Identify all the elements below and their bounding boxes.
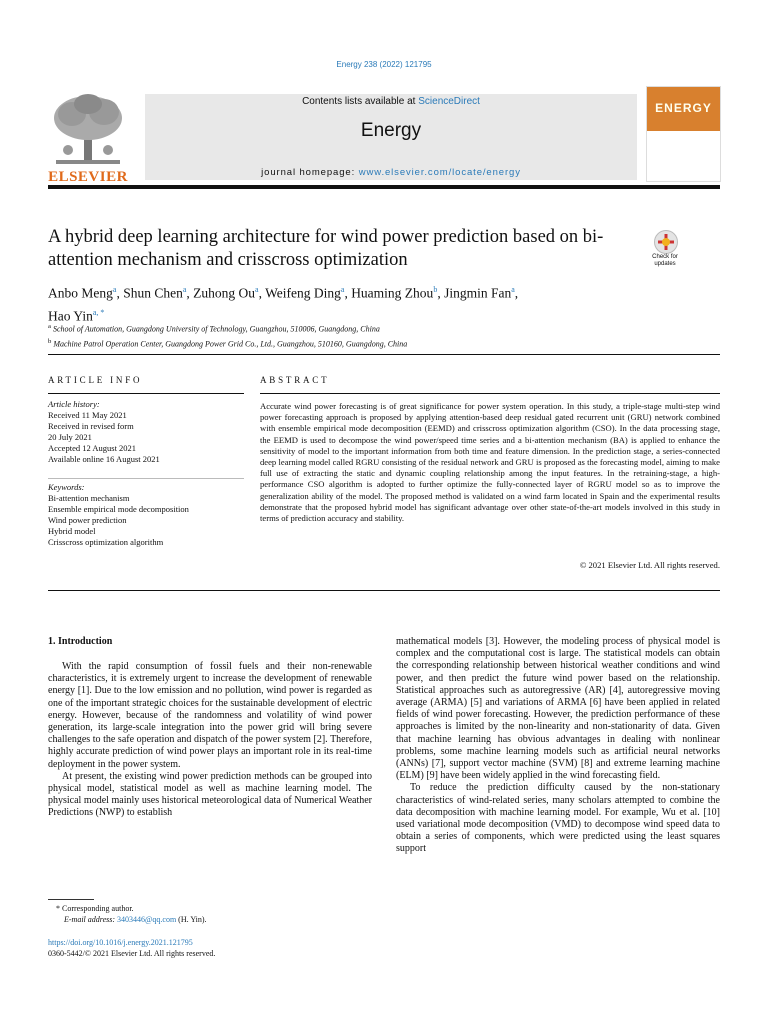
author-affiliation-mark[interactable]: a bbox=[182, 285, 187, 294]
author-affiliation-mark[interactable]: a bbox=[340, 285, 345, 294]
keyword-item: Hybrid model bbox=[48, 526, 96, 536]
author-affiliation-mark[interactable]: a bbox=[112, 285, 117, 294]
section-divider bbox=[48, 590, 720, 591]
email-line bbox=[48, 915, 378, 926]
keyword-item: Crisscross optimization algorithm bbox=[48, 537, 164, 547]
masthead-rule bbox=[48, 185, 720, 189]
email-label: E-mail address: bbox=[64, 914, 118, 924]
info-rule bbox=[48, 393, 244, 394]
issn-line: 0360-5442/© 2021 Elsevier Ltd. All rights reserved. bbox=[48, 949, 216, 958]
journal-citation-link[interactable]: Energy 238 (2022) 121795 bbox=[336, 60, 432, 69]
email-suffix: (H. Yin). bbox=[176, 914, 207, 924]
history-item: Accepted 12 August 2021 bbox=[48, 443, 137, 453]
author-name[interactable]: Shun Chen bbox=[123, 285, 183, 301]
author-affiliation-mark[interactable]: a bbox=[511, 285, 515, 294]
cover-title: ENERGY bbox=[655, 101, 712, 115]
section-divider bbox=[48, 354, 720, 355]
author-name[interactable]: Hao Yin bbox=[48, 308, 93, 323]
author-affiliation-mark[interactable]: a bbox=[255, 285, 259, 294]
abstract-text: Accurate wind power forecasting is of great significance for power system operation. In this study, a triple-stage multi-step wind power forecasting approach is proposed by applying attention-based deep residual gated recurrent unit (GRU) network combined with ensemble empirical mode decomposition (EEMD) and crisscross optimization algorithm (CSO). In the data processing stage, the EEMD is used to decompose the wind power/speed time series and a bi-attention mechanism (BA) is applied to enhance the sensitivity of model to the important information from both time and feature dimension. In the prediction stage, a series-connected deep learning model called RGRU consisting of the residual network and GRU is proposed as the forecasting model, aiming to make full use of extracting the static and dynamic coupling relationship among the input features. In the retraining-stage, a high-performance CSO algorithm is adopted to further optimize the fully-connected layer of RGRU model so as to improve the generalization ability of the model. The proposed method is validated on a wind farm located in Spain and the experimental results demonstrate that the proposed hybrid model has significant advantage over other state-of-the-art models involved in this study in terms of prediction accuracy and stability. bbox=[260, 401, 720, 524]
body-paragraph: At present, the existing wind power prediction methods can be grouped into physical model, statistical model as well as machine learning model. The physical model mainly uses historical meteorological data of Numerical Weather Predictions (NWP) to establish bbox=[48, 770, 372, 819]
journal-name[interactable]: Energy bbox=[360, 120, 422, 141]
keyword-item: Bi-attention mechanism bbox=[48, 493, 130, 503]
history-item: Received in revised form bbox=[48, 421, 134, 431]
publisher-logo[interactable] bbox=[48, 92, 128, 184]
abstract-copyright: © 2021 Elsevier Ltd. All rights reserved. bbox=[579, 560, 720, 570]
journal-homepage-link[interactable]: www.elsevier.com/locate/energy bbox=[358, 167, 521, 178]
crossmark-badge[interactable] bbox=[648, 230, 682, 270]
body-paragraph: mathematical models [3]. However, the modeling process of physical model is complex and the computational cost is large. The statistical models can obtain the corresponding relationship between historical weather conditions and wind power, and then predict the future wind power based on the relationship. Statistical approaches such as autoregressive (AR) [4], autoregressive moving average (ARMA) [5] and variations of ARMA [6] have been applied in related fields of wind power forecasting. However, the prediction performance of these approaches is limited by the non-linearity and non-stationarity of data. Given that machine learning has obvious advantages in dealing with nonlinear problems, some machine learning models such as artificial neural networks (ANNs) [7], support vector machine (SVM) [8] and extreme learning machine (ELM) [9] have been widely applied in the wind forecasting field. bbox=[396, 636, 720, 782]
publisher-name: ELSEVIER bbox=[48, 169, 128, 185]
article-title: A hybrid deep learning architecture for wind power prediction based on bi-attention mechanism and crisscross optimization bbox=[48, 227, 604, 270]
crossmark-icon bbox=[654, 230, 678, 254]
contents-line bbox=[145, 96, 637, 107]
affiliation-text: Machine Patrol Operation Center, Guangdong Power Grid Co., Ltd., Guangzhou, 510160, Guangdong, China bbox=[53, 339, 408, 349]
author-name[interactable]: Huaming Zhou bbox=[351, 285, 434, 301]
sciencedirect-link[interactable]: ScienceDirect bbox=[418, 96, 480, 107]
history-item: Available online 16 August 2021 bbox=[48, 454, 160, 464]
affiliation-item bbox=[48, 336, 688, 351]
journal-masthead bbox=[48, 86, 720, 184]
affiliation-text: School of Automation, Guangdong University of Technology, Guangzhou, 510006, Guangdong, China bbox=[52, 324, 380, 334]
journal-banner bbox=[145, 94, 637, 180]
keywords-label: Keywords: bbox=[48, 482, 85, 492]
affiliation-item bbox=[48, 321, 688, 336]
journal-cover-thumbnail[interactable] bbox=[646, 86, 721, 182]
history-item: 20 July 2021 bbox=[48, 432, 92, 442]
author-affiliation-mark[interactable]: a, * bbox=[92, 307, 105, 317]
author-name[interactable]: Anbo Meng bbox=[48, 285, 113, 301]
corresponding-author-note: * Corresponding author. bbox=[56, 904, 134, 913]
crossmark-label: Check for updates bbox=[652, 254, 678, 267]
doi-link[interactable]: https://doi.org/10.1016/j.energy.2021.121795 bbox=[48, 938, 193, 947]
journal-homepage-line bbox=[145, 167, 637, 178]
affiliation-mark: a bbox=[48, 323, 51, 330]
author-name[interactable]: Jingmin Fan bbox=[444, 285, 512, 301]
email-link[interactable]: 3403446@qq.com bbox=[117, 914, 177, 924]
author-name[interactable]: Weifeng Ding bbox=[265, 285, 341, 301]
abstract-heading: ABSTRACT bbox=[260, 375, 330, 385]
abstract-rule bbox=[260, 393, 720, 394]
keyword-item: Ensemble empirical mode decomposition bbox=[48, 504, 189, 514]
article-info-heading: ARTICLE INFO bbox=[48, 375, 143, 385]
author-affiliation-mark[interactable]: b bbox=[433, 285, 438, 294]
history-rule bbox=[48, 478, 244, 479]
body-paragraph: To reduce the prediction difficulty caused by the non-stationary characteristics of wind-related series, many scholars attempted to combine the data decomposition with machine learning model. For example, Wu et al. [10] used variational mode decomposition (VMD) to decompose wind speed data to obtain a series of components, which were predicted using the least squares support bbox=[396, 782, 720, 855]
article-history bbox=[48, 399, 248, 465]
keyword-item: Wind power prediction bbox=[48, 515, 127, 525]
introduction-heading: 1. Introduction bbox=[48, 636, 113, 647]
keyword-list bbox=[48, 482, 248, 548]
author-list: Anbo Meng$^a$, Shun Chen$^a$, Zuhong Ou$^a$, Weifeng Ding$^a$, Huaming Zhou$^b$, Jingmin Fan$^a$, Hao Yin$^{a, *}$ bbox=[48, 285, 519, 323]
body-left-column bbox=[48, 661, 372, 820]
affiliation-mark: b bbox=[48, 337, 52, 345]
history-item: Received 11 May 2021 bbox=[48, 410, 127, 420]
elsevier-tree-icon bbox=[50, 92, 126, 166]
history-label: Article history: bbox=[48, 399, 100, 409]
contents-prefix: Contents lists available at bbox=[302, 96, 419, 107]
body-paragraph: With the rapid consumption of fossil fuels and their non-renewable characteristics, it is extremely urgent to increase the development of renewable energy [1]. Due to the low emission and no pollution, wind power is regarded as one of the important strategic choices for the sustainable development of electric energy. However, because of the randomness and volatility of wind power generation, its large-scale integration into the power grid will bring severe challenges to the safe operation and dispatch of the power system [2]. Therefore, highly accurate prediction of wind power plays an important role in its real-time deployment in the power system. bbox=[48, 661, 372, 770]
footnote-rule bbox=[48, 899, 94, 900]
homepage-prefix: journal homepage: bbox=[261, 167, 359, 178]
footnote bbox=[48, 904, 378, 925]
body-right-column bbox=[396, 636, 720, 856]
author-name[interactable]: Zuhong Ou bbox=[193, 285, 256, 301]
affiliation-list bbox=[48, 321, 688, 350]
